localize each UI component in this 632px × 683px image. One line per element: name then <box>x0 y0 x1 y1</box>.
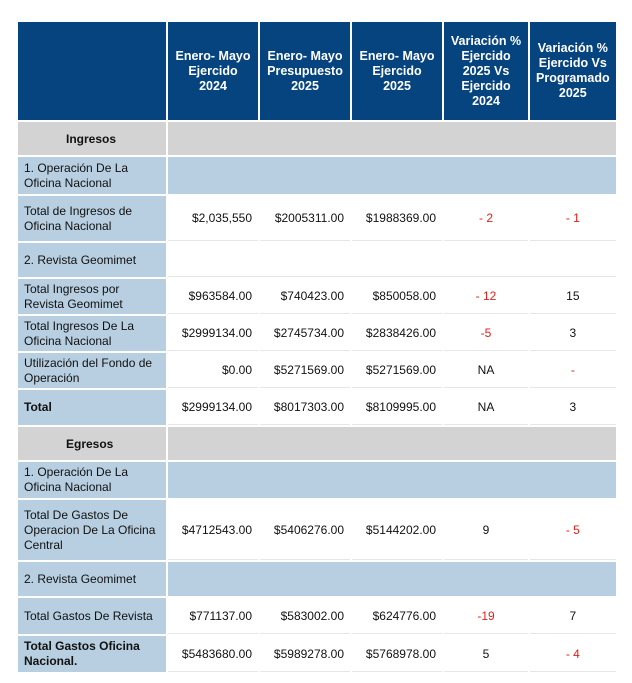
header-row <box>18 22 616 120</box>
cell-value: $8017303.00 <box>260 390 350 425</box>
cell-value: $5989278.00 <box>260 636 350 672</box>
header-ejercido-2025: Enero- Mayo Ejercido 2025 <box>352 22 442 120</box>
subsection-row <box>18 157 616 194</box>
cell-variation: 3 <box>530 316 616 351</box>
cell-value: $850058.00 <box>352 279 442 314</box>
table-row <box>18 316 616 351</box>
table-row <box>18 598 616 634</box>
table-row-total <box>18 636 616 672</box>
cell-value: $5483680.00 <box>168 636 258 672</box>
cell-value: $2999134.00 <box>168 390 258 425</box>
cell-value: $0.00 <box>168 353 258 388</box>
cell-variation: 7 <box>530 598 616 634</box>
row-label: Total Gastos De Revista <box>18 598 166 634</box>
row-label: Utilización del Fondo de Operación <box>18 353 166 388</box>
cell-variation: -5 <box>444 316 528 351</box>
financial-table <box>16 20 618 674</box>
header-presupuesto-2025: Enero- Mayo Presupuesto 2025 <box>260 22 350 120</box>
cell-value: $8109995.00 <box>352 390 442 425</box>
cell-variation: NA <box>444 353 528 388</box>
cell-variation: NA <box>444 390 528 425</box>
cell-value: $2,035,550 <box>168 196 258 241</box>
cell-variation: - 2 <box>444 196 528 241</box>
table-row <box>18 500 616 560</box>
cell-value: $2745734.00 <box>260 316 350 351</box>
table-row-total <box>18 390 616 425</box>
row-label: Total <box>18 390 166 425</box>
row-label: Total Ingresos por Revista Geomimet <box>18 279 166 314</box>
cell-value: $624776.00 <box>352 598 442 634</box>
subsection-label: 2. Revista Geomimet <box>18 562 166 596</box>
cell-value: $740423.00 <box>260 279 350 314</box>
cell-variation: 5 <box>444 636 528 672</box>
cell-value: $1988369.00 <box>352 196 442 241</box>
header-corner <box>18 22 166 120</box>
header-variacion-vs-programado: Variación % Ejercido Vs Programado 2025 <box>530 22 616 120</box>
cell-value: $771137.00 <box>168 598 258 634</box>
subsection-label: 1. Operación De La Oficina Nacional <box>18 462 166 498</box>
subsection-row <box>18 243 616 277</box>
subsection-row <box>18 462 616 498</box>
row-label: Total De Gastos De Operacion De La Oficina Central <box>18 500 166 560</box>
subsection-row <box>18 562 616 596</box>
row-label: Total Gastos Oficina Nacional. <box>18 636 166 672</box>
table-row <box>18 279 616 314</box>
cell-value: $5406276.00 <box>260 500 350 560</box>
cell-value: $5768978.00 <box>352 636 442 672</box>
cell-variation: 15 <box>530 279 616 314</box>
cell-variation: - <box>530 353 616 388</box>
subsection-label: 2. Revista Geomimet <box>18 243 166 277</box>
cell-value: $5271569.00 <box>260 353 350 388</box>
financial-table-container <box>16 20 618 674</box>
row-label: Total de Ingresos de Oficina Nacional <box>18 196 166 241</box>
cell-variation: - 4 <box>530 636 616 672</box>
cell-variation: 3 <box>530 390 616 425</box>
row-label: Total Ingresos De La Oficina Nacional <box>18 316 166 351</box>
cell-variation: 9 <box>444 500 528 560</box>
cell-value: $5144202.00 <box>352 500 442 560</box>
cell-variation: - 12 <box>444 279 528 314</box>
section-title-egresos: Egresos <box>18 427 166 460</box>
cell-value: $5271569.00 <box>352 353 442 388</box>
table-row <box>18 353 616 388</box>
cell-value: $4712543.00 <box>168 500 258 560</box>
cell-variation: - 5 <box>530 500 616 560</box>
section-egresos <box>18 427 616 460</box>
cell-value: $2838426.00 <box>352 316 442 351</box>
cell-value: $583002.00 <box>260 598 350 634</box>
header-variacion-2025-vs-2024: Variación % Ejercido 2025 Vs Ejercido 2024 <box>444 22 528 120</box>
cell-variation: -19 <box>444 598 528 634</box>
cell-variation: - 1 <box>530 196 616 241</box>
cell-value: $963584.00 <box>168 279 258 314</box>
table-row <box>18 196 616 241</box>
section-title-ingresos: Ingresos <box>18 122 166 155</box>
section-ingresos <box>18 122 616 155</box>
header-ejercido-2024: Enero- Mayo Ejercido 2024 <box>168 22 258 120</box>
cell-value: $2999134.00 <box>168 316 258 351</box>
subsection-label: 1. Operación De La Oficina Nacional <box>18 157 166 194</box>
cell-value: $2005311.00 <box>260 196 350 241</box>
